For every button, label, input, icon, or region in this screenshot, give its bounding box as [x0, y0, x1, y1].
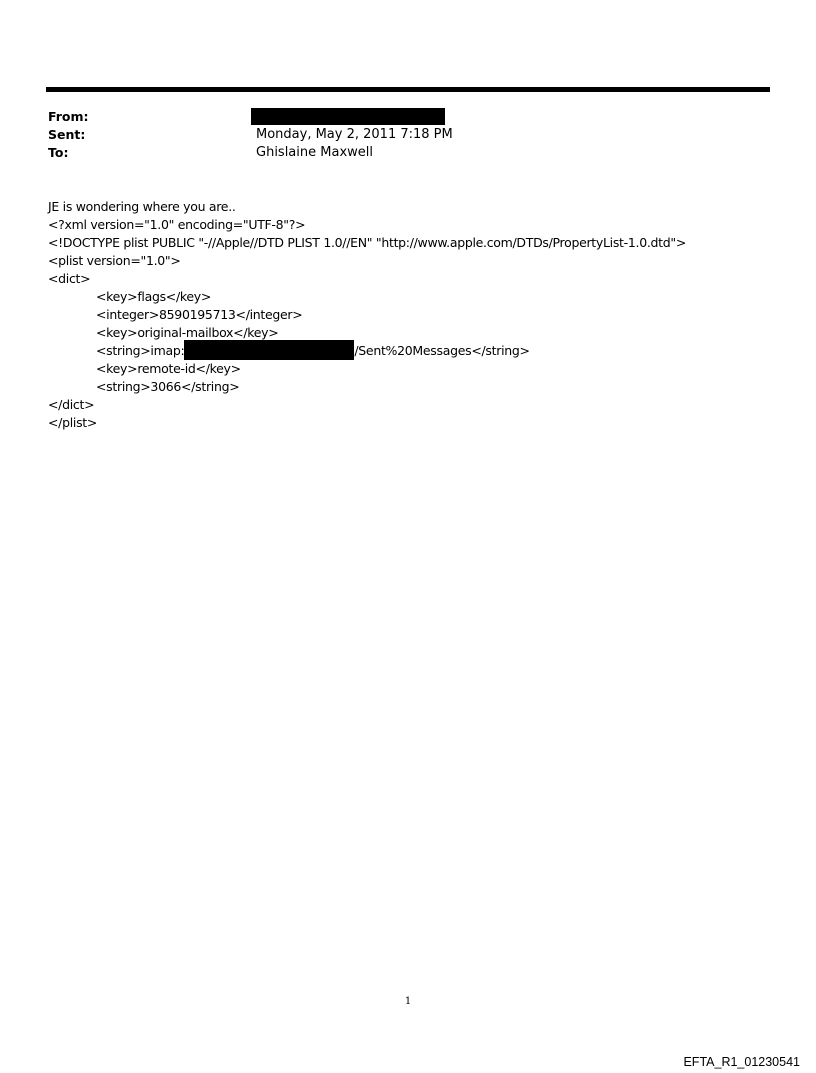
xml-declaration: <?xml version="1.0" encoding="UTF-8"?>: [48, 217, 306, 232]
key-flags-line: <key>flags</key>: [96, 289, 212, 304]
to-value: Ghislaine Maxwell: [256, 145, 373, 160]
sent-row: [48, 125, 768, 144]
redaction-bar: [184, 340, 354, 360]
to-row: [48, 143, 768, 162]
from-label: From:: [48, 109, 89, 124]
dict-close: </dict>: [48, 397, 95, 412]
sent-value: Monday, May 2, 2011 7:18 PM: [256, 127, 453, 142]
integer-flags-line: <integer>8590195713</integer>: [96, 307, 303, 322]
string-imap-prefix: <string>imap:: [96, 343, 185, 358]
message-body: [48, 198, 768, 432]
string-imap-suffix: /Sent%20Messages</string>: [354, 343, 530, 358]
dict-open: <dict>: [48, 271, 91, 286]
header-divider: [46, 87, 770, 92]
string-remote-line: <string>3066</string>: [96, 379, 240, 394]
body-intro: JE is wondering where you are..: [48, 199, 236, 214]
key-mailbox-line: <key>original-mailbox</key>: [96, 325, 279, 340]
page-number: 1: [404, 996, 412, 1007]
string-imap-line: [48, 342, 768, 360]
doctype-line: <!DOCTYPE plist PUBLIC "-//Apple//DTD PLIST 1.0//EN" "http://www.apple.com/DTDs/PropertyList-1.0.dtd">: [48, 235, 687, 250]
plist-open: <plist version="1.0">: [48, 253, 181, 268]
key-remote-line: <key>remote-id</key>: [96, 361, 241, 376]
plist-close: </plist>: [48, 415, 98, 430]
redaction-bar: [251, 108, 445, 125]
from-row: [48, 107, 768, 126]
to-label: To:: [48, 145, 69, 160]
document-id: EFTA_R1_01230541: [683, 1055, 800, 1069]
sent-label: Sent:: [48, 127, 86, 142]
